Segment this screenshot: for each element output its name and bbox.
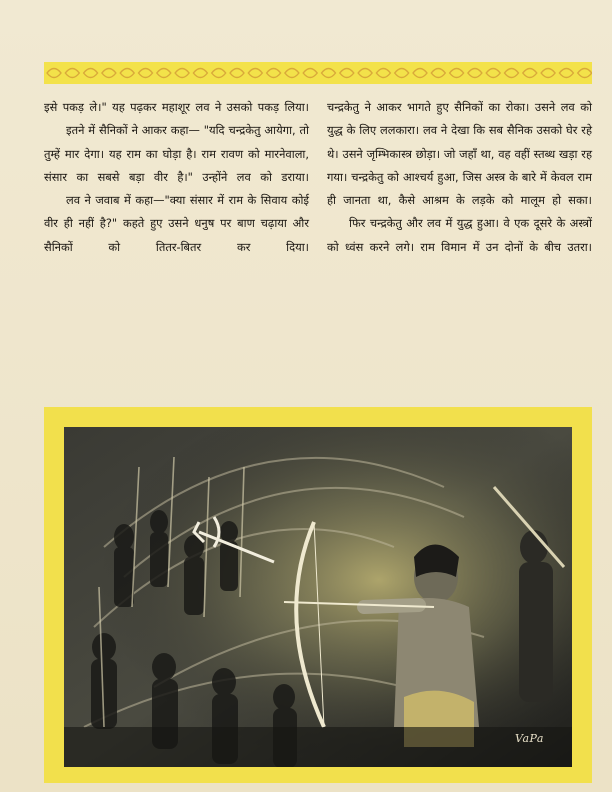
artist-signature: VaPa	[515, 732, 544, 745]
illustration	[64, 427, 572, 767]
decorative-top-band	[44, 62, 592, 84]
paragraph: इसे पकड़ ले।" यह पढ़कर महाशूर लव ने उसको पकड़ लिया।	[44, 100, 309, 114]
paragraph: इतने में सैनिकों ने आकर कहा— "यदि चन्द्रकेतु आयेगा, तो तुम्हें मार देगा। यह राम का घोड़ा है। राम रावण को मारनेवाला, संसार का सबसे बड़ा वीर है।" उन्होंने लव को डराया।	[44, 123, 309, 184]
band-pattern	[44, 62, 592, 84]
story-text	[44, 96, 592, 388]
paragraph: फिर चन्द्रकेतु और लव में युद्ध हुआ। वे एक दूसरे के अस्त्रों को ध्वंस करने लगे। राम विमान में उन दोनों के बीच उतरा।	[327, 216, 592, 254]
paragraph: चन्द्रकेतु ने आकर भागते हुए सैनिकों का रोका। उसने लव को युद्ध के लिए ललकारा। लव ने देखा कि सब सैनिक उसको घेर रहे थे। उसने जृम्भिकास्त्र छोड़ा। जो जहाँ था, वह वहीं स्तब्ध खड़ा रह गया। चन्द्रकेतु को आश्चर्य हुआ, जिस अस्त्र के बारे में केवल राम ही जानता था, कैसे आश्रम के लड़के को मालूम हो सका।	[327, 100, 592, 208]
paragraph: लव ने जवाब में कहा—"क्या संसार में राम के सिवाय कोई वीर ही नहीं है?" कहते हुए उसने धनुष पर बाण चढ़ाया और सैनिकों को तितर-बितर कर दिया।	[44, 193, 309, 254]
illustration-frame	[44, 407, 592, 783]
battle-scene-image	[64, 427, 572, 767]
text-column-right	[327, 96, 592, 259]
text-column-left	[44, 96, 309, 259]
